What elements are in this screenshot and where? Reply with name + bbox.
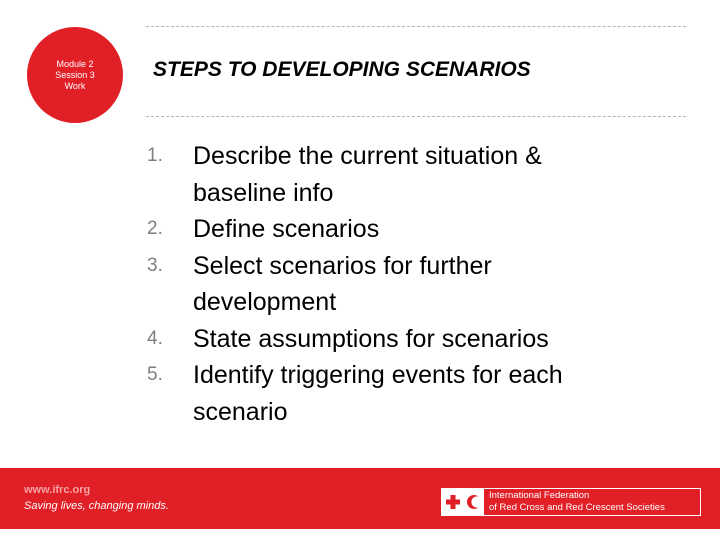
step-number: 2. (147, 218, 163, 239)
step-number: 3. (147, 254, 163, 276)
step-text-line: Describe the current situation & (193, 142, 542, 170)
footer-bar (0, 468, 720, 529)
step-text (193, 248, 492, 321)
step-item (147, 211, 647, 248)
badge-session: Session 3 (55, 69, 95, 80)
emblem-box (442, 489, 484, 515)
step-text (193, 321, 549, 358)
badge-work: Work (64, 80, 86, 91)
top-divider (146, 26, 686, 27)
org-name-line1: International Federation (489, 490, 590, 501)
title-divider (146, 116, 686, 117)
steps-list (147, 138, 647, 430)
red-crescent-icon (466, 494, 482, 510)
slide-title: STEPS TO DEVELOPING SCENARIOS (153, 58, 531, 81)
step-item (147, 357, 647, 430)
step-text-line: Identify triggering events for each (193, 361, 563, 389)
badge-module: Module 2 (56, 58, 94, 69)
step-text-line: scenario (193, 397, 288, 426)
step-text-line: baseline info (193, 178, 334, 207)
step-text-line: Define scenarios (193, 215, 380, 243)
red-cross-icon (445, 494, 461, 510)
step-item (147, 138, 647, 211)
step-text (193, 138, 542, 211)
step-text (193, 211, 379, 248)
step-text-line: State assumptions for scenarios (193, 324, 549, 353)
module-badge (27, 27, 123, 123)
ifrc-logo (441, 488, 701, 516)
step-number: 4. (147, 327, 163, 349)
org-name-line2: of Red Cross and Red Crescent Societies (489, 501, 665, 513)
step-text-line: development (193, 288, 337, 316)
step-number: 5. (147, 364, 163, 385)
step-text-line: Select scenarios for further (193, 251, 492, 280)
step-number: 1. (147, 145, 163, 166)
org-name (484, 489, 665, 515)
website-link[interactable]: www.ifrc.org (24, 484, 91, 496)
step-item (147, 321, 647, 358)
step-text (193, 357, 563, 430)
tagline: Saving lives, changing minds. (24, 500, 169, 512)
step-item (147, 248, 647, 321)
